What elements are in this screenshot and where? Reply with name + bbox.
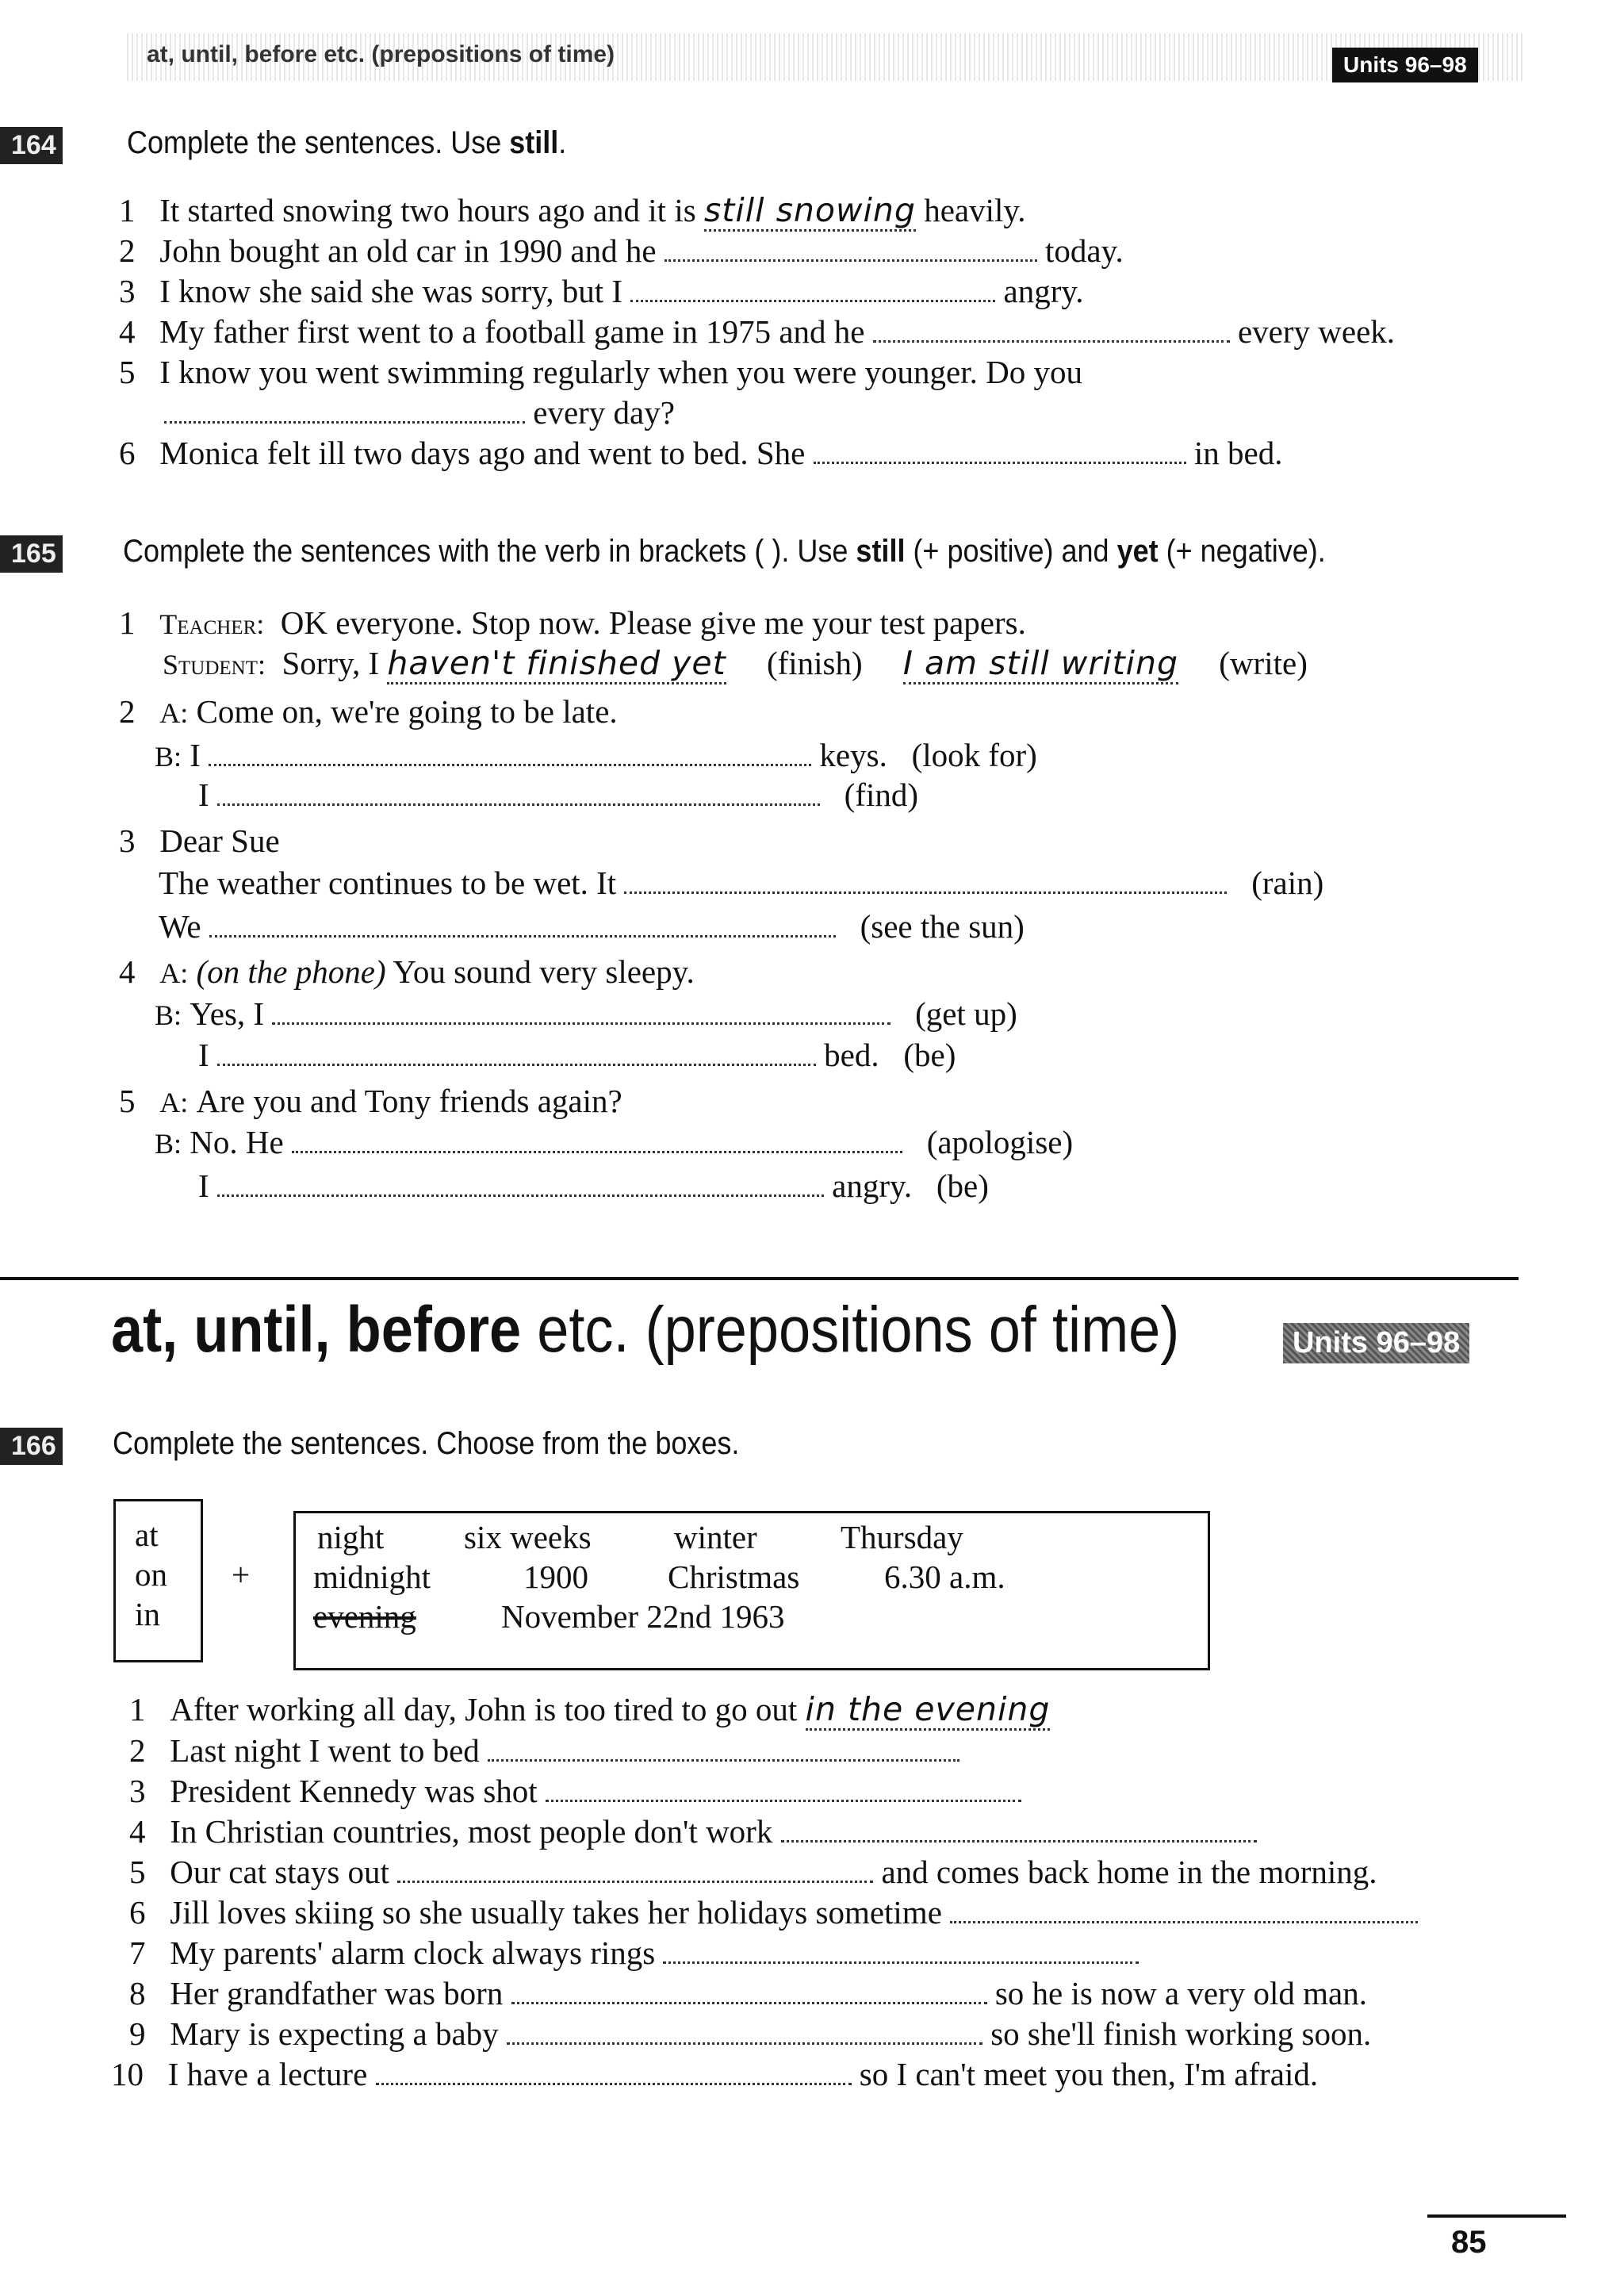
preposition-on: on xyxy=(135,1556,167,1593)
answer-blank[interactable] xyxy=(781,1816,1257,1842)
dialogue-line: I bed. (be) xyxy=(198,1037,956,1073)
answer-blank[interactable] xyxy=(217,1171,824,1197)
section-title: at, until, before etc. (prepositions of time) xyxy=(111,1294,1180,1366)
units-badge-top: Units 96–98 xyxy=(1332,48,1478,82)
list-item: 2 John bought an old car in 1990 and he today. xyxy=(119,232,1124,269)
dialogue-line: B: I keys. (look for) xyxy=(155,737,1037,773)
page-number-rule xyxy=(1427,2214,1566,2218)
dialogue-line: B: Yes, I (get up) xyxy=(155,995,1017,1032)
answer-blank[interactable] xyxy=(488,1735,959,1762)
dialogue-line: The weather continues to be wet. It (rain) xyxy=(159,865,1324,901)
answer-blank[interactable] xyxy=(665,236,1037,262)
list-item: 4 My father first went to a football game in 1975 and he every week. xyxy=(119,313,1396,350)
exercise-number-166: 166 xyxy=(0,1428,63,1465)
answer-blank[interactable] xyxy=(209,911,836,938)
list-item: 6 Monica felt ill two days ago and went to bed. She in bed. xyxy=(119,435,1283,471)
answer-blank[interactable] xyxy=(376,2059,852,2085)
answer-blank[interactable] xyxy=(217,1040,816,1066)
dialogue-line: 4 A: (on the phone) You sound very sleepy. xyxy=(119,953,695,990)
dialogue-line: We (see the sun) xyxy=(159,908,1025,945)
answer-blank[interactable] xyxy=(814,438,1186,464)
time-word: midnight xyxy=(313,1559,431,1595)
answer-blank[interactable] xyxy=(873,316,1230,343)
time-word-crossed: evening xyxy=(313,1598,416,1635)
answer-blank[interactable] xyxy=(164,397,525,424)
list-item: 1 After working all day, John is too tired to go out in the evening xyxy=(129,1693,1050,1726)
exercise-instruction-164: Complete the sentences. Use still. xyxy=(127,125,567,160)
answer-blank[interactable] xyxy=(217,780,820,806)
list-item: 4 In Christian countries, most people don't work xyxy=(129,1816,1257,1848)
section-divider xyxy=(0,1277,1519,1280)
list-item: 9 Mary is expecting a baby so she'll finish working soon. xyxy=(129,2015,1372,2052)
list-item: 5 Our cat stays out and comes back home in the morning. xyxy=(129,1854,1377,1890)
time-word: night xyxy=(317,1519,385,1555)
answer-blank[interactable] xyxy=(511,1978,987,2004)
list-item: 1 It started snowing two hours ago and it is still snowing heavily. xyxy=(119,194,1025,227)
dialogue-line: 5 A: Are you and Tony friends again? xyxy=(119,1083,622,1119)
answer-blank[interactable] xyxy=(546,1776,1021,1802)
answer-text[interactable]: I am still writing xyxy=(903,644,1178,684)
speaker-label: Teacher: xyxy=(159,608,265,640)
list-item-continued: every day? xyxy=(164,397,675,429)
answer-blank[interactable] xyxy=(272,999,891,1025)
answer-blank[interactable] xyxy=(630,276,995,302)
answer-blank[interactable] xyxy=(950,1897,1418,1923)
dialogue-line: 3 Dear Sue xyxy=(119,822,280,859)
time-word: winter xyxy=(674,1519,757,1555)
answer-blank[interactable] xyxy=(624,868,1227,894)
plus-sign: + xyxy=(232,1556,251,1593)
dialogue-line: B: No. He (apologise) xyxy=(155,1124,1074,1160)
dialogue-line: 2 A: Come on, we're going to be late. xyxy=(119,693,618,730)
time-word: six weeks xyxy=(464,1519,592,1555)
dialogue-line: 1 Teacher: OK everyone. Stop now. Please give me your test papers. xyxy=(119,604,1026,641)
time-word: 6.30 a.m. xyxy=(884,1559,1005,1595)
dialogue-line: Student: Sorry, I haven't finished yet (finish) I am still writing (write) xyxy=(163,647,1308,680)
preposition-at: at xyxy=(135,1517,159,1553)
list-item: 3 President Kennedy was shot xyxy=(129,1775,1021,1808)
answer-text[interactable]: still snowing xyxy=(704,191,916,232)
answer-text[interactable]: in the evening xyxy=(806,1690,1051,1731)
speaker-label: Student: xyxy=(163,649,266,681)
list-item: 8 Her grandfather was born so he is now a very old man. xyxy=(129,1975,1367,2011)
list-item: 2 Last night I went to bed xyxy=(129,1735,959,1767)
exercise-number-165: 165 xyxy=(0,535,63,573)
exercise-number-164: 164 xyxy=(0,127,63,164)
list-item: 7 My parents' alarm clock always rings xyxy=(129,1937,1139,1969)
dialogue-line: I angry. (be) xyxy=(198,1168,989,1204)
time-word: Christmas xyxy=(668,1559,800,1595)
exercise-instruction-166: Complete the sentences. Choose from the boxes. xyxy=(113,1426,740,1461)
units-badge-section: Units 96–98 xyxy=(1283,1323,1469,1363)
answer-blank[interactable] xyxy=(397,1857,873,1883)
running-title: at, until, before etc. (prepositions of time) xyxy=(147,41,615,67)
time-word: 1900 xyxy=(523,1559,588,1595)
time-word: Thursday xyxy=(841,1519,963,1555)
answer-blank[interactable] xyxy=(209,740,811,766)
list-item: 6 Jill loves skiing so she usually takes her holidays sometime xyxy=(129,1896,1418,1929)
list-item: 10 I have a lecture so I can't meet you then, I'm afraid. xyxy=(111,2056,1319,2092)
dialogue-line: I (find) xyxy=(198,776,919,813)
time-word: November 22nd 1963 xyxy=(501,1598,785,1635)
exercise-instruction-165: Complete the sentences with the verb in brackets ( ). Use still (+ positive) and yet (+ negative). xyxy=(123,534,1326,569)
preposition-in: in xyxy=(135,1596,160,1632)
list-item: 3 I know she said she was sorry, but I angry. xyxy=(119,273,1084,309)
answer-blank[interactable] xyxy=(507,2019,982,2045)
answer-blank[interactable] xyxy=(663,1938,1139,1964)
answer-blank[interactable] xyxy=(292,1127,902,1153)
answer-text[interactable]: haven't finished yet xyxy=(387,644,726,684)
page-number: 85 xyxy=(1451,2225,1487,2260)
list-item: 5 I know you went swimming regularly when you were younger. Do you xyxy=(119,354,1082,390)
